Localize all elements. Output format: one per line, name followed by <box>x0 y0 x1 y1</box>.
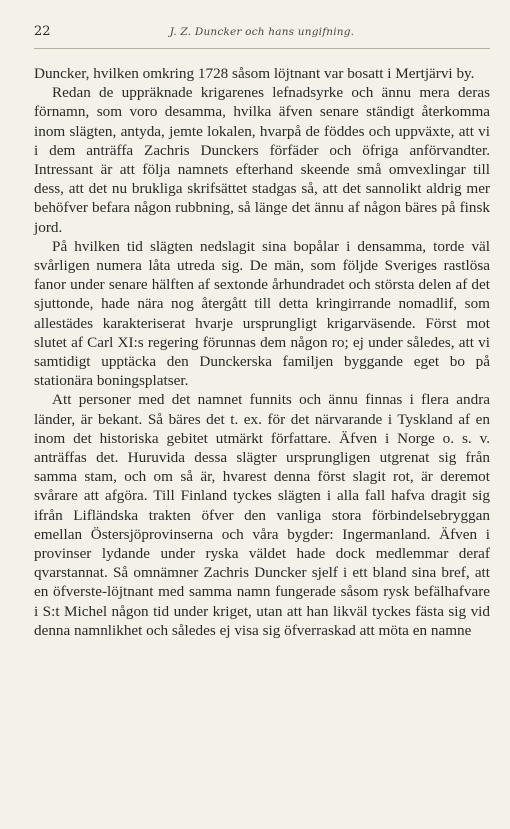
paragraph: På hvilken tid slägten nedslagit sina bopålar i densamma, torde väl svårligen numera låta utreda sig. De män, som följde Sveriges rastlösa fanor under senare hälften af sextonde århundradet och största delen af det sjuttonde, hade nära nog återgått till detta kringirrande nomadlif, som allestädes karakteriserat hvarje ursprungligt krigarväsende. Först mot slutet af Carl XI:s regering förunnas dem någon ro; ej under således, att vi samtidigt upptäcka den Dunckerska familjen byggande eget bo på stationära boningsplatser. <box>34 237 490 390</box>
paragraph: Duncker, hvilken omkring 1728 såsom löjtnant var bosatt i Mertjärvi by. <box>34 65 475 82</box>
paragraph: Redan de uppräknade krigarenes lefnadsyrke och ännu mera deras förnamn, som voro desamma, hvilka äfven senare ständigt återkomma inom slägten, antyda, jemte lokalen, hvarpå de föddes och uppväxte, att vi i dem anträffa Zachris Dunckers förfäder och öfriga anförvandter. Intressant är att följa namnets efterhand skeende små omvexlingar till dess, att det nu brukliga skrifsättet stadgas så, att det sannolikt aldrig mer behöfver befara någon rubbning, så länge det ännu af någon bäres på finsk jord. <box>34 84 490 236</box>
body-text <box>34 64 490 640</box>
running-head <box>34 22 490 42</box>
page-number: 22 <box>34 24 51 39</box>
paragraph: Att personer med det namnet funnits och ännu finnas i flera andra länder, är bekant. Så bäres det t. ex. för det närvarande i Tyskland af en inom det historiska gebitet utmärkt författare. Äfven i Norge o. s. v. anträffas det. Huruvida dessa slägter ursprungligen utgrenat sig från samma stam, och om så är, hvarest denna först slagit rot, är deremot svårare att afgöra. Till Finland tyckes slägten i alla fall hafva dragit sig ifrån Lifländska trakten öfver den vanliga stora förbindelsebryggan emellan Östersjöprovinserna och våra bygder: Ingermanland. Äfven i provinser lydande under ryska väldet hade dock medlemmar deraf qvarstannat. Så omnämner Zachris Duncker sjelf i ett bland sina bref, att en öfverste-löjtnant med samma namn fungerade såsom rysk befälhafvare i S:t Michel någon tid under kriget, utan att han likväl tyckes fästa sig vid denna namnlikhet och således ej visa sig öfverraskad att möta en namne <box>34 391 490 639</box>
header-rule <box>34 48 490 49</box>
running-title: J. Z. Duncker och hans ungifning. <box>169 26 355 38</box>
